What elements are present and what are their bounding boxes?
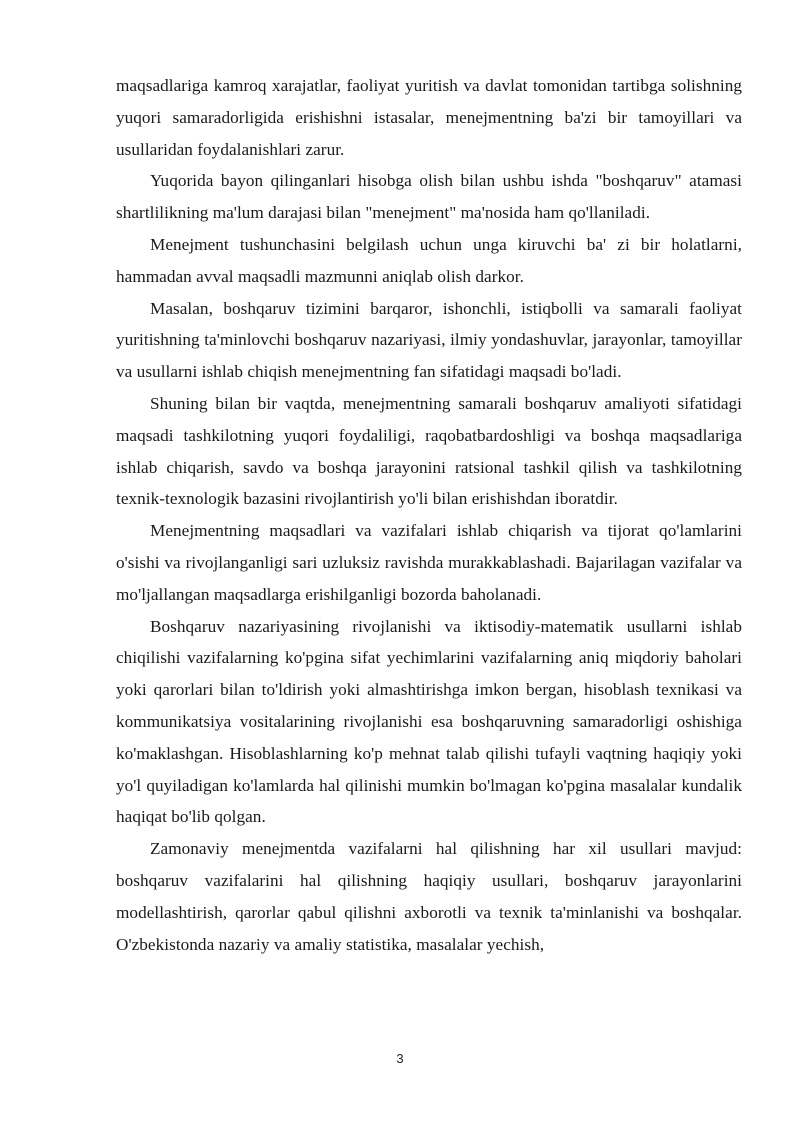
paragraph-menejment-definition: Menejment tushunchasini belgilash uchun unga kiruvchi ba' zi bir holatlarni, hammadan avval maqsadli mazmunni aniqlab olish darkor. (116, 234, 742, 286)
paragraph-modern-methods: Zamonaviy menejmentda vazifalarni hal qilishning har xil usullari mavjud: boshqaruv vazifalarini hal qilishning haqiqiy usullari, boshqaruv jarayonlarini modellashtirish, qarorlar qabul qilishni axborotli va texnik ta'minlanishi va boshqalar. O'zbekistonda nazariy va amaliy statistika, masalalar yechish, (116, 839, 742, 954)
paragraph-practice-goal: Shuning bilan bir vaqtda, menejmentning samarali boshqaruv amaliyoti sifatidagi maqsadi tashkilotning yuqori foydaliligi, raqobatbardoshligi va boshqa maqsadlariga ishlab chiqarish, savdo va boshqa jarayonini ratsional tashkil qilish va tashkilotning texnik-texnologik bazasini rivojlantirish yo'li bilan erishishdan iboratdir. (116, 393, 742, 509)
paragraph-continuation: maqsadlariga kamroq xarajatlar, faoliyat yuritish va davlat tomonidan tartibga solishning yuqori samaradorligida erishishni istasalar, menejmentning ba'zi bir tamoyillari va usullaridan foydalanishlari zarur. (116, 76, 742, 159)
paragraph-theory-development: Boshqaruv nazariyasining rivojlanishi va iktisodiy-matematik usullarni ishlab chiqilishi vazifalarning ko'pgina sifat yechimlarini vazifalarning aniq miqdoriy baholari yoki qarorlari bilan to'ldirish yoki almashtirishga imkon bergan, hisoblash texnikasi va kommunikatsiya vositalarining rivojlanishi esa boshqaruvning samaradorligi oshishiga ko'maklashgan. Hisoblashlarning ko'p mehnat talab qilishi tufayli vaqtning haqiqiy yoki yo'l quyiladigan ko'lamlarda hal qilinishi mumkin bo'lmagan ko'pgina masalalar kundalik haqiqat bo'lib qolgan. (116, 616, 742, 827)
paragraph-boshqaruv-term: Yuqorida bayon qilinganlari hisobga olish bilan ushbu ishda "boshqaruv" atamasi shartlilikning ma'lum darajasi bilan "menejment" ma'nosida ham qo'llaniladi. (116, 171, 742, 223)
paragraph-goals-complexity: Menejmentning maqsadlari va vazifalari ishlab chiqarish va tijorat qo'lamlarini o'sishi va rivojlanganligi sari uzluksiz ravishda murakkablashadi. Bajarilagan vazifalar va mo'ljallangan maqsadlarga erishilganligi bozorda baholanadi. (116, 521, 742, 604)
document-page (116, 70, 742, 960)
page-number: 3 (396, 1051, 404, 1066)
paragraph-science-goal: Masalan, boshqaruv tizimini barqaror, ishonchli, istiqbolli va samarali faoliyat yuritishning ta'minlovchi boshqaruv nazariyasi, ilmiy yondashuvlar, jarayonlar, tamoyillar va usullarni ishlab chiqish menejmentning fan sifatidagi maqsadi bo'ladi. (116, 298, 742, 382)
